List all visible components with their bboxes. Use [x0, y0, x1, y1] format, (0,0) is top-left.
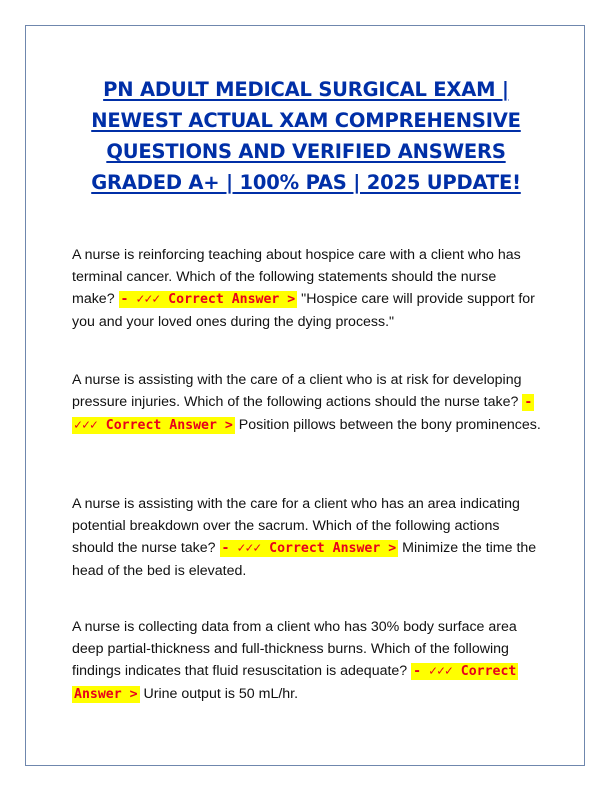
question-text: A nurse is assisting with the care for a client who has an area indicating potential breakdown over the sacrum. Which of the following actions should the nurse take? — [72, 496, 520, 556]
answer-text: Urine output is 50 mL/hr. — [143, 686, 299, 702]
question-text: A nurse is collecting data from a client who has 30% body surface area deep partial-thickness and full-thickness burns. Which of the following findings indicates that fluid resuscitation is adequate? — [72, 619, 517, 679]
answer-text: Position pillows between the bony prominences. — [238, 417, 541, 433]
qa-item — [72, 493, 542, 582]
question-text: A nurse is assisting with the care of a client who is at risk for developing pressure injuries. Which of the following actions should the nurse take? — [72, 372, 522, 410]
qa-item — [72, 616, 542, 706]
answer-text: Minimize the time the head of the bed is elevated. — [72, 540, 537, 579]
qa-item — [72, 369, 542, 437]
title-line: QUESTIONS AND VERIFIED ANSWERS — [106, 140, 506, 163]
title-line: PN ADULT MEDICAL SURGICAL EXAM | — [103, 78, 509, 101]
correct-answer-tag: - ✓✓✓ Correct Answer > — [74, 395, 533, 433]
title-line: NEWEST ACTUAL XAM COMPREHENSIVE — [91, 109, 521, 132]
qa-item — [72, 244, 542, 333]
answer-text: "Hospice care will provide support for you and your loved ones during the dying process." — [72, 291, 535, 330]
correct-answer-tag: - ✓✓✓ Correct Answer > — [120, 292, 296, 307]
document-title — [60, 74, 552, 198]
question-text: A nurse is reinforcing teaching about hospice care with a client who has terminal cancer. Which of the following statements should the nurse make? — [72, 247, 521, 307]
title-line: GRADED A+ | 100% PAS | 2025 UPDATE! — [91, 171, 521, 194]
correct-answer-tag: - ✓✓✓ Correct Answer > — [74, 664, 517, 702]
correct-answer-tag: - ✓✓✓ Correct Answer > — [221, 541, 397, 556]
